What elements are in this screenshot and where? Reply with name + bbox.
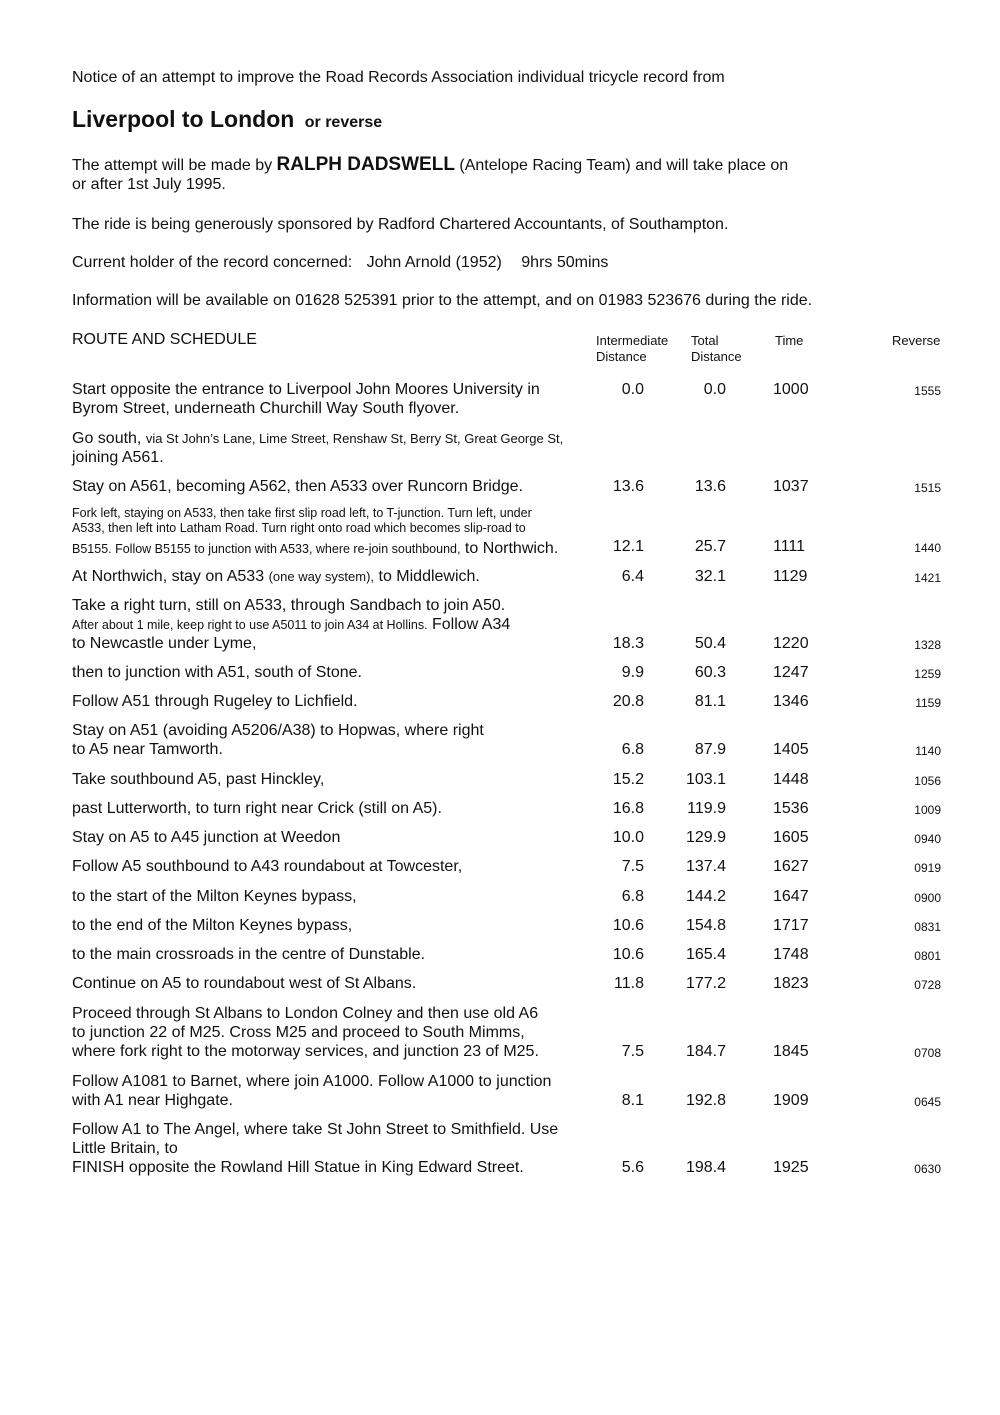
- intermediate-distance: 0.0: [621, 381, 644, 398]
- attempt-suffix: (Antelope Racing Team) and will take place on: [459, 157, 789, 174]
- route-line: Stay on A51 (avoiding A5206/A38) to Hopwas, where right: [72, 722, 484, 739]
- route-text-small: After about 1 mile, keep right to use A5011 to join A34 at Hollins.: [72, 618, 428, 632]
- time-value: 1627: [773, 858, 809, 875]
- route-heading: ROUTE AND SCHEDULE: [72, 331, 257, 348]
- reverse-time: 0940: [914, 832, 941, 846]
- time-value: 1037: [773, 478, 809, 495]
- table-row: [72, 1004, 539, 1061]
- total-distance: 13.6: [694, 478, 726, 495]
- reverse-time: 1440: [914, 541, 941, 555]
- col-time-header: Time: [775, 333, 804, 348]
- total-distance: 103.1: [685, 771, 726, 788]
- intermediate-distance: 9.9: [621, 664, 644, 681]
- reverse-time: 1555: [914, 384, 941, 398]
- time-value: 1000: [773, 381, 809, 398]
- table-row: [72, 429, 563, 467]
- route-line: Follow A1 to The Angel, where take St John Street to Smithfield. Use: [72, 1121, 559, 1138]
- holder-label: Current holder of the record concerned:: [72, 254, 353, 271]
- intermediate-distance: 8.1: [621, 1092, 644, 1109]
- table-row: Take southbound A5, past Hinckley,: [72, 771, 325, 788]
- table-row: [72, 380, 540, 418]
- total-distance: 87.9: [694, 741, 726, 758]
- holder-time: 9hrs 50mins: [521, 254, 609, 271]
- intermediate-distance: 6.8: [621, 888, 644, 905]
- attempt-prefix: The attempt will be made by: [72, 157, 273, 174]
- sponsor-text: The ride is being generously sponsored by Radford Chartered Accountants, of Southampton.: [72, 216, 729, 233]
- time-value: 1247: [773, 664, 809, 681]
- time-value: 1605: [773, 829, 809, 846]
- intermediate-distance: 10.0: [612, 829, 644, 846]
- reverse-time: 1421: [914, 571, 941, 585]
- table-row: to the start of the Milton Keynes bypass,: [72, 888, 357, 905]
- total-distance: 119.9: [687, 800, 726, 817]
- route-text: Follow A34: [432, 616, 511, 633]
- route-text: At Northwich, stay on A533: [72, 568, 265, 585]
- route-line: where fork right to the motorway services, and junction 23 of M25.: [72, 1043, 539, 1060]
- page-title-block: [72, 106, 382, 133]
- intermediate-distance: 6.4: [621, 568, 644, 585]
- route-text-small: B5155. Follow B5155 to junction with A533, where re-join southbound,: [72, 542, 461, 556]
- route-line: Little Britain, to: [72, 1140, 178, 1157]
- col-reverse-header: Reverse: [892, 333, 941, 348]
- table-row: [72, 1072, 551, 1110]
- intermediate-distance: 11.8: [614, 975, 644, 992]
- total-distance: 177.2: [685, 975, 726, 992]
- route-line: to A5 near Tamworth.: [72, 741, 223, 758]
- holder-name: John Arnold (1952): [366, 254, 502, 271]
- route-line: Proceed through St Albans to London Colney and then use old A6: [72, 1005, 539, 1022]
- route-line: Take a right turn, still on A533, through Sandbach to join A50.: [72, 597, 506, 614]
- time-value: 1536: [773, 800, 809, 817]
- table-row: Follow A51 through Rugeley to Lichfield.: [72, 693, 358, 710]
- time-value: 1845: [773, 1043, 809, 1060]
- table-row: Continue on A5 to roundabout west of St Albans.: [72, 975, 417, 992]
- route-text: Go south,: [72, 430, 142, 447]
- table-row: [72, 567, 480, 586]
- time-value: 1717: [773, 917, 809, 934]
- table-row: Follow A5 southbound to A43 roundabout at Towcester,: [72, 858, 463, 875]
- route-line: to junction 22 of M25. Cross M25 and proceed to South Mimms,: [72, 1024, 525, 1041]
- table-row: past Lutterworth, to turn right near Crick (still on A5).: [72, 800, 442, 817]
- table-row: [72, 506, 558, 558]
- col-intermediate-line1: Intermediate: [596, 333, 669, 348]
- total-distance: 165.4: [685, 946, 726, 963]
- total-distance: 137.4: [685, 858, 726, 875]
- route-line: Byrom Street, underneath Churchill Way South flyover.: [72, 400, 460, 417]
- total-distance: 0.0: [703, 381, 726, 398]
- table-row: to the main crossroads in the centre of Dunstable.: [72, 946, 426, 963]
- page-title-suffix: or reverse: [304, 114, 383, 131]
- intermediate-distance: 18.3: [612, 635, 644, 652]
- total-distance: 60.3: [694, 664, 726, 681]
- route-line: Fork left, staying on A533, then take first slip road left, to T-junction. Turn left, under: [72, 506, 532, 520]
- reverse-time: 1056: [914, 774, 941, 788]
- table-row: [72, 721, 484, 759]
- intermediate-distance: 13.6: [612, 478, 644, 495]
- table-row: Stay on A561, becoming A562, then A533 over Runcorn Bridge.: [72, 478, 523, 495]
- time-value: 1346: [773, 693, 809, 710]
- total-distance: 198.4: [685, 1159, 726, 1176]
- reverse-time: 0900: [914, 891, 941, 905]
- total-distance: 144.2: [685, 888, 726, 905]
- time-value: 1405: [773, 741, 809, 758]
- total-distance: 81.1: [694, 693, 726, 710]
- intermediate-distance: 6.8: [621, 741, 644, 758]
- time-value: 1220: [773, 635, 809, 652]
- route-text: to Northwich.: [464, 540, 559, 557]
- intermediate-distance: 16.8: [612, 800, 644, 817]
- time-value: 1925: [773, 1159, 809, 1176]
- intermediate-distance: 10.6: [612, 917, 644, 934]
- route-line: FINISH opposite the Rowland Hill Statue in King Edward Street.: [72, 1159, 524, 1176]
- route-line: Follow A1081 to Barnet, where join A1000. Follow A1000 to junction: [72, 1073, 552, 1090]
- reverse-time: 1009: [914, 803, 941, 817]
- reverse-time: 1159: [915, 696, 941, 710]
- col-total-header: [691, 333, 742, 365]
- page-title: Liverpool to London: [72, 106, 295, 132]
- col-total-line2: Distance: [691, 349, 742, 364]
- table-row: [72, 1120, 558, 1177]
- total-distance: 129.9: [685, 829, 726, 846]
- time-value: 1129: [773, 568, 808, 585]
- col-total-line1: Total: [691, 333, 719, 348]
- intermediate-distance: 20.8: [612, 693, 644, 710]
- col-intermediate-line2: Distance: [596, 349, 647, 364]
- total-distance: 50.4: [694, 635, 726, 652]
- route-line: [72, 429, 563, 448]
- holder-line: [72, 253, 608, 272]
- total-distance: 192.8: [685, 1092, 726, 1109]
- rider-name: RALPH DADSWELL: [276, 154, 455, 175]
- intermediate-distance: 5.6: [621, 1159, 644, 1176]
- table-row: then to junction with A51, south of Stone.: [72, 664, 362, 681]
- route-line: A533, then left into Latham Road. Turn right onto road which becomes slip-road to: [72, 521, 526, 535]
- reverse-time: 1328: [914, 638, 941, 652]
- reverse-time: 0728: [914, 978, 941, 992]
- route-text-small: via St John’s Lane, Lime Street, Renshaw St, Berry St, Great George St,: [145, 431, 564, 446]
- time-value: 1748: [773, 946, 809, 963]
- table-row: Stay on A5 to A45 junction at Weedon: [72, 829, 341, 846]
- reverse-time: 1515: [914, 481, 941, 495]
- reverse-time: 1140: [915, 744, 941, 758]
- reverse-time: 0708: [914, 1046, 941, 1060]
- intermediate-distance: 10.6: [612, 946, 644, 963]
- total-distance: 184.7: [685, 1043, 726, 1060]
- intermediate-distance: 12.1: [612, 538, 644, 555]
- route-text: to Middlewich.: [378, 568, 480, 585]
- time-value: 1647: [773, 888, 809, 905]
- total-distance: 25.7: [694, 538, 726, 555]
- intro-text: Notice of an attempt to improve the Road Records Association individual tricycle record from: [72, 69, 725, 86]
- time-value: 1823: [773, 975, 809, 992]
- attempt-date: or after 1st July 1995.: [72, 176, 226, 193]
- route-line: with A1 near Highgate.: [72, 1092, 233, 1109]
- total-distance: 154.8: [685, 917, 726, 934]
- attempt-paragraph: [72, 155, 852, 194]
- route-line: to Newcastle under Lyme,: [72, 635, 257, 652]
- time-value: 1909: [773, 1092, 809, 1109]
- route-line: Start opposite the entrance to Liverpool John Moores University in: [72, 381, 540, 398]
- time-value: 1448: [773, 771, 809, 788]
- reverse-time: 1259: [914, 667, 941, 681]
- time-value: 1111: [773, 538, 806, 555]
- reverse-time: 0831: [914, 920, 941, 934]
- table-row: [72, 596, 510, 653]
- table-row: to the end of the Milton Keynes bypass,: [72, 917, 353, 934]
- intermediate-distance: 7.5: [621, 1043, 644, 1060]
- col-intermediate-header: [596, 333, 668, 365]
- total-distance: 32.1: [694, 568, 726, 585]
- reverse-time: 0645: [914, 1095, 941, 1109]
- intermediate-distance: 15.2: [612, 771, 644, 788]
- intermediate-distance: 7.5: [621, 858, 644, 875]
- route-line: joining A561.: [72, 449, 164, 466]
- route-text-small: (one way system),: [268, 569, 375, 584]
- reverse-time: 0630: [914, 1162, 941, 1176]
- reverse-time: 0801: [914, 949, 941, 963]
- reverse-time: 0919: [914, 861, 941, 875]
- info-text: Information will be available on 01628 525391 prior to the attempt, and on 01983 523676 during the ride.: [72, 292, 813, 309]
